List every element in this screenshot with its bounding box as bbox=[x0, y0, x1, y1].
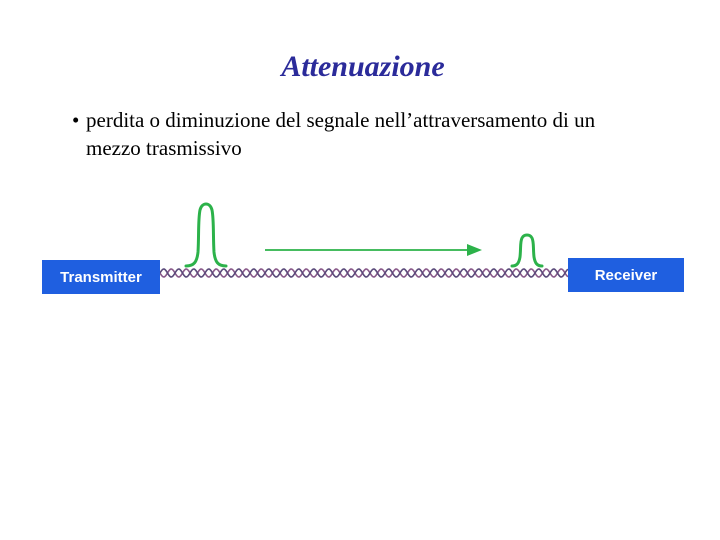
small-pulse-icon bbox=[512, 235, 542, 266]
receiver-label: Receiver bbox=[594, 266, 658, 284]
bullet-line-1: perdita o diminuzione del segnale nell’attraversamento di un bbox=[86, 108, 596, 132]
bullet-line-2: mezzo trasmissivo bbox=[86, 136, 242, 160]
slide-title: Attenuazione bbox=[281, 50, 445, 83]
propagation-arrow-icon bbox=[265, 244, 482, 256]
transmitter-label: Transmitter bbox=[60, 268, 142, 286]
receiver-box bbox=[568, 258, 684, 292]
bullet-marker: • bbox=[72, 108, 80, 132]
large-pulse-icon bbox=[186, 204, 226, 266]
twisted-pair-cable-icon bbox=[160, 269, 568, 277]
transmitter-box bbox=[42, 260, 160, 294]
